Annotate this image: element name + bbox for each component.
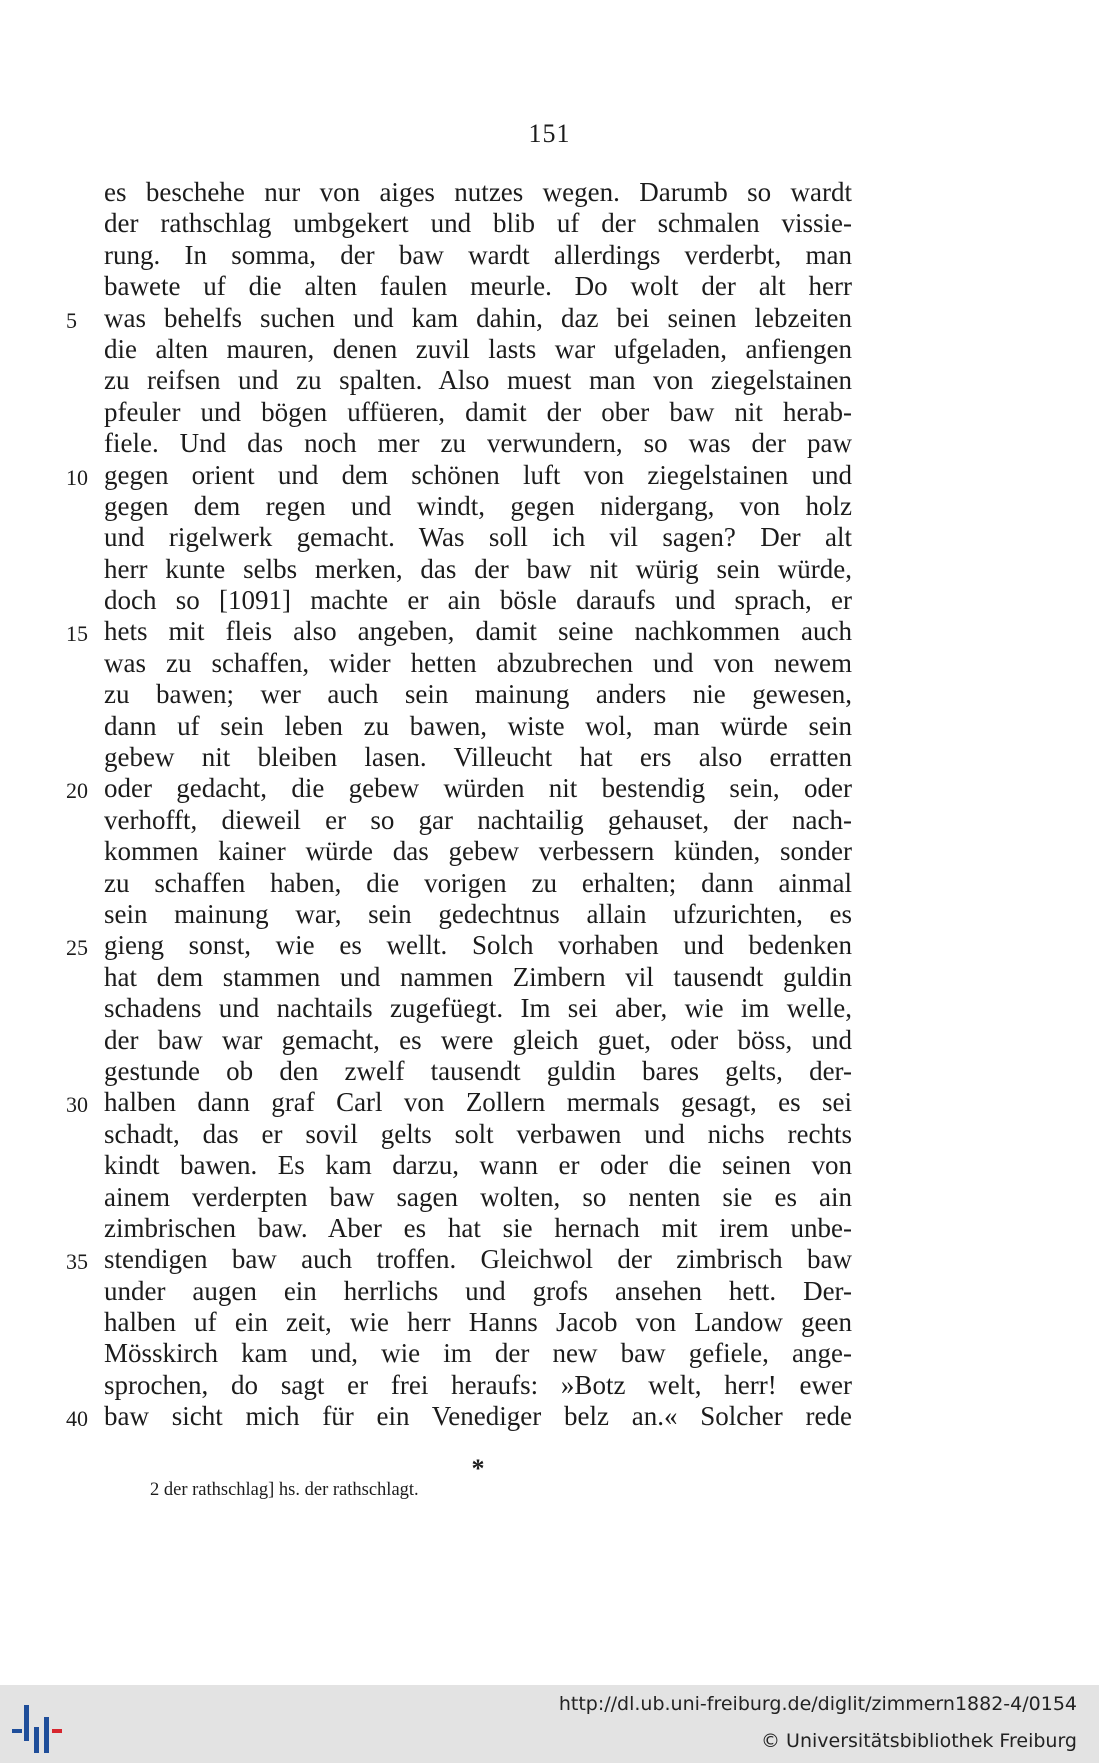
text-line [66, 302, 852, 334]
text-line [104, 365, 852, 396]
text-line [104, 899, 852, 930]
line-text: was behelfs suchen und kam dahin, daz bei seinen lebzeiten [104, 302, 852, 333]
text-line [104, 491, 852, 522]
line-text: stendigen baw auch troffen. Gleichwol der zimbrisch baw [104, 1244, 852, 1275]
text-line [104, 711, 852, 742]
line-text: pfeuler und bögen uffüeren, damit der ober baw nit herab- [104, 396, 852, 427]
line-text: der baw war gemacht, es were gleich guet, oder böss, und [104, 1024, 852, 1055]
line-text: die alten mauren, denen zuvil lasts war ufgeladen, anfiengen [104, 333, 852, 364]
line-text: herr kunte selbs merken, das der baw nit würig sein würde, [104, 553, 852, 584]
line-number: 30 [66, 1092, 88, 1118]
text-line [104, 742, 852, 773]
line-text: doch so [1091] machte er ain bösle daraufs und sprach, er [104, 585, 852, 616]
line-text: baw sicht mich für ein Venediger belz an.« Solcher rede [104, 1401, 852, 1432]
text-line [104, 585, 852, 616]
text-line [104, 334, 852, 365]
text-line [66, 773, 852, 804]
text-line [104, 1276, 852, 1307]
line-text: dann uf sein leben zu bawen, wiste wol, man würde sein [104, 710, 852, 741]
line-text: sprochen, do sagt er frei heraufs: »Botz welt, herr! ewer [104, 1369, 852, 1400]
line-number: 15 [66, 621, 88, 647]
line-text: ainem verderpten baw sagen wolten, so nenten sie es ain [104, 1181, 852, 1212]
text-line [66, 1087, 852, 1118]
text-line [66, 930, 852, 961]
text-line [66, 616, 852, 647]
text-line [104, 428, 852, 459]
line-text: der rathschlag umbgekert und blib uf der schmalen vissie- [104, 208, 852, 239]
line-text: zimbrischen baw. Aber es hat sie hernach mit irem unbe- [104, 1212, 852, 1243]
line-text: gegen dem regen und windt, gegen nidergang, von holz [104, 490, 852, 521]
line-text: kommen kainer würde das gebew verbessern künden, sonder [104, 836, 852, 867]
line-text: und rigelwerk gemacht. Was soll ich vil sagen? Der alt [104, 522, 852, 553]
text-line [104, 177, 852, 208]
line-text: hat dem stammen und nammen Zimbern vil tausendt guldin [104, 961, 852, 992]
text-line [104, 868, 852, 899]
text-line [104, 836, 852, 867]
line-text: zu bawen; wer auch sein mainung anders nie gewesen, [104, 679, 852, 710]
text-line [104, 271, 852, 302]
footer-url-link[interactable]: http://dl.ub.uni-freiburg.de/diglit/zimmern1882-4/0154 [558, 1693, 1077, 1715]
line-text: fiele. Und das noch mer zu verwundern, so was der paw [104, 428, 852, 459]
text-line [104, 1213, 852, 1244]
line-number: 35 [66, 1249, 88, 1275]
line-number: 20 [66, 778, 88, 804]
footnote: 2 der rathschlag] hs. der rathschlagt. [150, 1480, 419, 1500]
line-number: 10 [66, 464, 88, 490]
line-text: rung. In somma, der baw wardt allerdings verderbt, man [104, 239, 852, 270]
line-text: was zu schaffen, wider hetten abzubrechen und von newem [104, 647, 852, 678]
line-number: 40 [66, 1406, 88, 1432]
line-text: zu reifsen und zu spalten. Also muest man von ziegelstainen [104, 365, 852, 396]
footer-bar [0, 1685, 1099, 1763]
text-line [104, 1056, 852, 1087]
text-line [104, 397, 852, 428]
text-line [104, 1182, 852, 1213]
text-line [104, 554, 852, 585]
line-text: gieng sonst, wie es wellt. Solch vorhaben und bedenken [104, 930, 852, 961]
line-text: schadt, das er sovil gelts solt verbawen und nichs rechts [104, 1118, 852, 1149]
line-text: halben uf ein zeit, wie herr Hanns Jacob von Landow geen [104, 1307, 852, 1338]
text-line [104, 1025, 852, 1056]
footer-copyright: © Universitätsbibliothek Freiburg [761, 1730, 1077, 1752]
line-text: bawete uf die alten faulen meurle. Do wolt der alt herr [104, 271, 852, 302]
text-line [66, 1244, 852, 1275]
text-line [104, 1338, 852, 1369]
line-text: kindt bawen. Es kam darzu, wann er oder die seinen von [104, 1150, 852, 1181]
line-number: 5 [66, 307, 77, 333]
footnote-separator: * [471, 1454, 485, 1483]
text-line [66, 459, 852, 491]
line-text: Mösskirch kam und, wie im der new baw gefiele, ange- [104, 1338, 852, 1369]
line-text: gestunde ob den zwelf tausendt guldin bares gelts, der- [104, 1055, 852, 1086]
line-text: verhofft, dieweil er so gar nachtailig gehauset, der nach- [104, 804, 852, 835]
line-text: halben dann graf Carl von Zollern mermals gesagt, es sei [104, 1087, 852, 1118]
text-block [66, 177, 852, 1433]
text-line [104, 522, 852, 553]
text-line [104, 1370, 852, 1401]
text-line [104, 805, 852, 836]
text-line [104, 679, 852, 710]
line-text: gebew nit bleiben lasen. Villeucht hat ers also erratten [104, 742, 852, 773]
text-line [104, 993, 852, 1024]
text-line [104, 962, 852, 993]
line-text: oder gedacht, die gebew würden nit bestendig sein, oder [104, 773, 852, 804]
text-line [104, 208, 852, 239]
text-line [104, 1119, 852, 1150]
page-number: 151 [528, 119, 571, 148]
line-text: schadens und nachtails zugefüegt. Im sei aber, wie im welle, [104, 993, 852, 1024]
text-line [66, 1401, 852, 1432]
text-line [104, 1307, 852, 1338]
ub-freiburg-logo-icon[interactable] [10, 1697, 70, 1757]
line-number: 25 [66, 935, 88, 961]
line-text: es beschehe nur von aiges nutzes wegen. Darumb so wardt [104, 177, 852, 207]
line-text: sein mainung war, sein gedechtnus allain ufzurichten, es [104, 898, 852, 929]
text-line [104, 648, 852, 679]
text-line [104, 1150, 852, 1181]
line-text: under augen ein herrlichs und grofs ansehen hett. Der- [104, 1275, 852, 1306]
line-text: gegen orient und dem schönen luft von ziegelstainen und [104, 459, 852, 490]
line-text: hets mit fleis also angeben, damit seine nachkommen auch [104, 616, 852, 647]
text-line [104, 240, 852, 271]
line-text: zu schaffen haben, die vorigen zu erhalten; dann ainmal [104, 867, 852, 898]
